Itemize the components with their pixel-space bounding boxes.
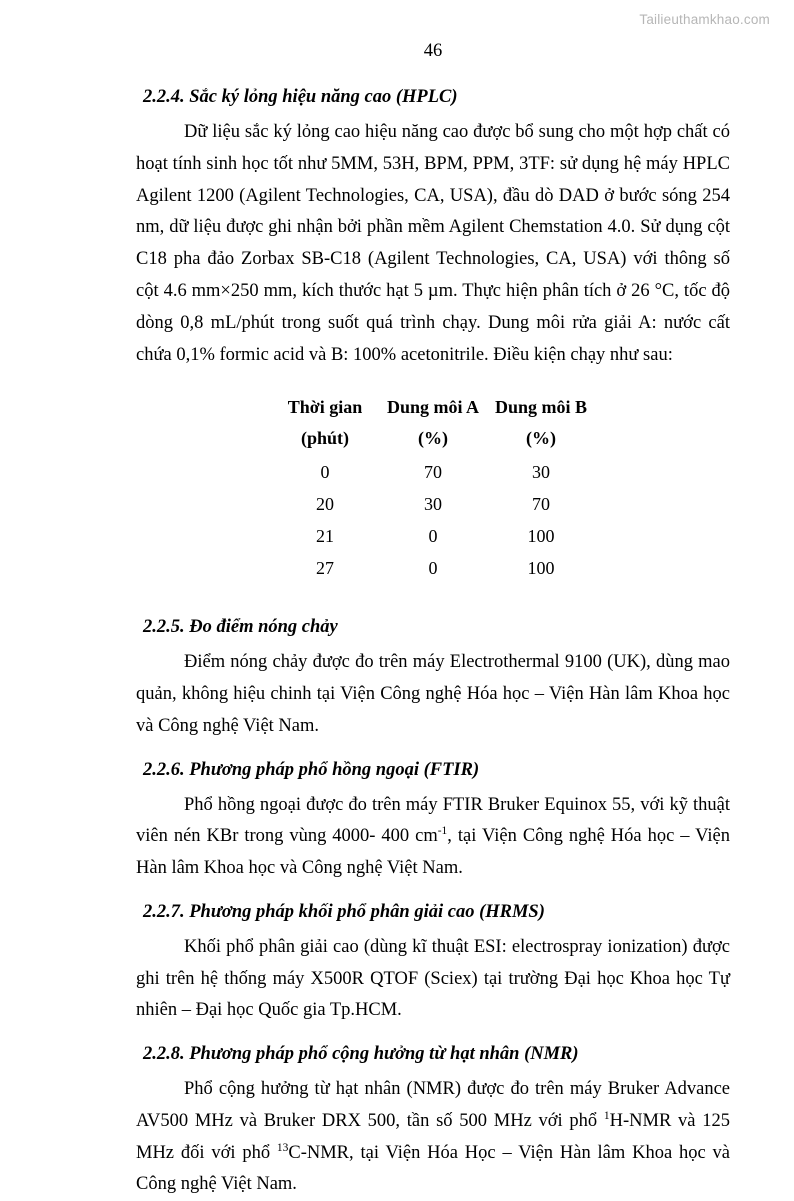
section-heading-2-2-8: 2.2.8. Phương pháp phổ cộng hưởng từ hạt nhân (NMR)	[143, 1044, 579, 1065]
cell-time: 21	[316, 525, 334, 546]
section-heading-2-2-6: 2.2.6. Phương pháp phổ hồng ngoại (FTIR)	[143, 759, 480, 780]
superscript-carbon-13: 13	[276, 1141, 289, 1154]
table-header-row-line2	[271, 423, 595, 457]
table-head	[271, 388, 595, 458]
header-solvent-a: Dung môi A	[386, 396, 480, 417]
header-solvent-a-unit: (%)	[418, 428, 448, 449]
spacer	[136, 584, 730, 614]
header-time-unit: (phút)	[300, 428, 349, 449]
cell-time: 27	[316, 557, 334, 578]
spacer	[136, 1027, 730, 1041]
para-text-part: H-NMR và 125 MHz đối với phổ	[136, 1110, 730, 1163]
header-solvent-b: Dung môi B	[494, 396, 588, 417]
section-heading-2-2-7: 2.2.7. Phương pháp khối phổ phân giải cao (HRMS)	[143, 901, 545, 922]
section-paragraph-2-2-6	[136, 790, 730, 885]
table-row	[271, 489, 595, 521]
watermark-label: Tailieuthamkhao.com	[639, 12, 770, 27]
hplc-gradient-table	[271, 388, 595, 585]
cell-solvent-a: 0	[428, 557, 438, 578]
table-body	[271, 457, 595, 584]
section-paragraph-2-2-5: Điểm nóng chảy được đo trên máy Electrothermal 9100 (UK), dùng mao quản, không hiệu chinh tại Viện Công nghệ Hóa học – Viện Hàn lâm Khoa học và Công nghệ Việt Nam.	[136, 652, 730, 736]
section-heading-2-2-4: 2.2.4. Sắc ký lỏng hiệu năng cao (HPLC)	[143, 87, 458, 108]
cell-solvent-a: 0	[428, 525, 438, 546]
section-heading-2-2-5: 2.2.5. Đo điểm nóng chảy	[143, 617, 338, 638]
header-solvent-b-unit: (%)	[526, 428, 556, 449]
superscript-proton-1: 1	[603, 1109, 610, 1122]
cell-solvent-b: 100	[527, 525, 555, 546]
para-text-part: , tại Viện Công nghệ Hóa học – Viện Hàn lâm Khoa học và Công nghệ Việt Nam.	[136, 826, 730, 879]
section-paragraph-2-2-4: Dữ liệu sắc ký lỏng cao hiệu năng cao được bổ sung cho một hợp chất có hoạt tính sinh học tốt như 5MM, 53H, BPM, PPM, 3TF: sử dụng hệ máy HPLC Agilent 1200 (Agilent Technologies, CA, USA), đầu dò DAD ở bước sóng 254 nm, dữ liệu được ghi nhận bởi phần mềm Agilent Chemstation 4.0. Sử dụng cột C18 pha đảo Zorbax SB-C18 (Agilent Technologies, CA, USA) với thông số cột 4.6 mm×250 mm, kích thước hạt 5 µm. Thực hiện phân tích ở 26 °C, tốc độ dòng 0,8 mL/phút trong suốt quá trình chạy. Dung môi rửa giải A: nước cất chứa 0,1% formic acid và B: 100% acetonitrile. Điều kiện chạy như sau:	[136, 122, 730, 365]
para-text-part: C-NMR, tại Viện Hóa Học – Viện Hàn lâm Khoa học và Công nghệ Việt Nam.	[136, 1142, 730, 1195]
cell-solvent-b: 70	[532, 493, 550, 514]
table-row	[271, 521, 595, 553]
header-time: Thời gian	[287, 396, 363, 417]
spacer	[136, 743, 730, 757]
section-paragraph-2-2-7: Khối phổ phân giải cao (dùng kĩ thuật ESI: electrospray ionization) được ghi trên hệ thống máy X500R QTOF (Sciex) tại trường Đại học Khoa học Tự nhiên – Đại học Quốc gia Tp.HCM.	[136, 936, 730, 1021]
table-row	[271, 553, 595, 585]
spacer	[136, 885, 730, 899]
cell-solvent-b: 30	[532, 462, 550, 483]
para-text-part: Phổ cộng hưởng từ hạt nhân (NMR) được đo trên máy Bruker Advance AV500 MHz và Bruker DRX 500, tần số 500 MHz với phổ	[136, 1079, 730, 1131]
cell-solvent-b: 100	[527, 557, 555, 578]
cell-solvent-a: 30	[424, 493, 442, 514]
page-number: 46	[423, 41, 443, 61]
table-header-row-line1	[271, 388, 595, 424]
page-content	[136, 40, 730, 1201]
para-text-part: Phổ hồng ngoại được đo trên máy FTIR Bruker Equinox 55, với kỹ thuật viên nén KBr trong vùng 4000- 400 cm	[136, 794, 730, 847]
cell-time: 20	[316, 493, 334, 514]
section-paragraph-2-2-8	[136, 1074, 730, 1201]
cell-solvent-a: 70	[424, 462, 442, 483]
superscript-inverse-cm: -1	[437, 825, 448, 838]
cell-time: 0	[320, 462, 330, 483]
table-row	[271, 457, 595, 489]
